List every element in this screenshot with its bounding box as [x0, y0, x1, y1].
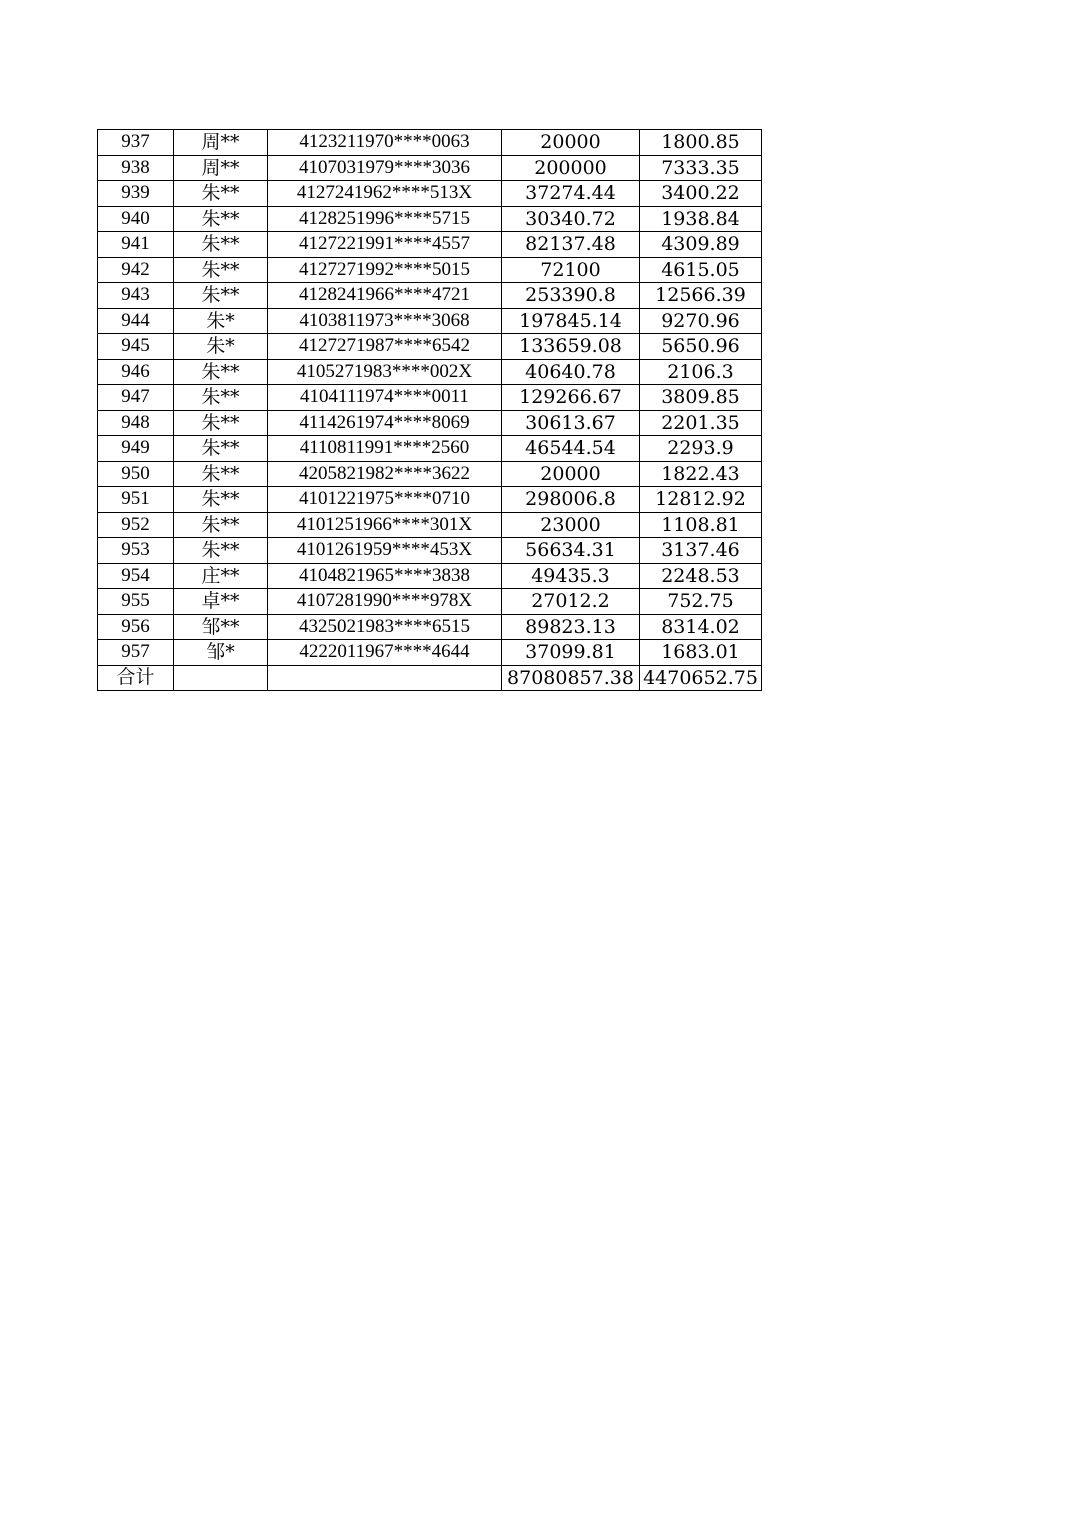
row-id-number: 4105271983****002X [268, 359, 502, 385]
row-id-number: 4107281990****978X [268, 589, 502, 615]
row-id-number: 4127271987****6542 [268, 334, 502, 360]
row-name: 朱** [174, 487, 268, 513]
row-number: 949 [98, 436, 174, 462]
row-name: 朱* [174, 308, 268, 334]
table-row [98, 385, 762, 411]
row-name: 周** [174, 130, 268, 156]
row-number: 940 [98, 206, 174, 232]
total-empty-name [174, 665, 268, 691]
row-amount: 46544.54 [502, 436, 640, 462]
table-row [98, 155, 762, 181]
row-id-number: 4325021983****6515 [268, 614, 502, 640]
row-number: 942 [98, 257, 174, 283]
table-row [98, 512, 762, 538]
row-number: 948 [98, 410, 174, 436]
row-amount: 129266.67 [502, 385, 640, 411]
row-name: 朱** [174, 359, 268, 385]
row-interest: 2293.9 [640, 436, 762, 462]
row-interest: 4309.89 [640, 232, 762, 258]
row-interest: 8314.02 [640, 614, 762, 640]
row-id-number: 4101261959****453X [268, 538, 502, 564]
table-row [98, 410, 762, 436]
row-id-number: 4114261974****8069 [268, 410, 502, 436]
table-row [98, 130, 762, 156]
row-interest: 752.75 [640, 589, 762, 615]
row-name: 朱** [174, 232, 268, 258]
row-interest: 7333.35 [640, 155, 762, 181]
row-amount: 298006.8 [502, 487, 640, 513]
row-interest: 2201.35 [640, 410, 762, 436]
row-interest: 12812.92 [640, 487, 762, 513]
ledger-table [97, 129, 762, 691]
row-number: 951 [98, 487, 174, 513]
table-row [98, 359, 762, 385]
row-interest: 1938.84 [640, 206, 762, 232]
table-row [98, 461, 762, 487]
row-name: 朱** [174, 461, 268, 487]
row-amount: 200000 [502, 155, 640, 181]
row-number: 950 [98, 461, 174, 487]
row-amount: 253390.8 [502, 283, 640, 309]
row-id-number: 4127221991****4557 [268, 232, 502, 258]
row-id-number: 4104111974****0011 [268, 385, 502, 411]
row-interest: 1822.43 [640, 461, 762, 487]
table-row [98, 436, 762, 462]
total-label: 合计 [98, 665, 174, 691]
row-number: 953 [98, 538, 174, 564]
table-row [98, 487, 762, 513]
table-row [98, 563, 762, 589]
row-name: 朱** [174, 181, 268, 207]
row-amount: 89823.13 [502, 614, 640, 640]
row-amount: 20000 [502, 130, 640, 156]
row-amount: 197845.14 [502, 308, 640, 334]
row-amount: 37099.81 [502, 640, 640, 666]
row-number: 941 [98, 232, 174, 258]
row-name: 朱** [174, 538, 268, 564]
row-interest: 2106.3 [640, 359, 762, 385]
row-amount: 20000 [502, 461, 640, 487]
row-name: 朱** [174, 257, 268, 283]
row-number: 938 [98, 155, 174, 181]
row-name: 朱** [174, 206, 268, 232]
table-row [98, 589, 762, 615]
row-name: 朱* [174, 334, 268, 360]
table-row [98, 334, 762, 360]
row-number: 939 [98, 181, 174, 207]
row-amount: 30613.67 [502, 410, 640, 436]
row-name: 庄** [174, 563, 268, 589]
row-number: 952 [98, 512, 174, 538]
row-number: 937 [98, 130, 174, 156]
table-row [98, 232, 762, 258]
row-id-number: 4127271992****5015 [268, 257, 502, 283]
row-name: 卓** [174, 589, 268, 615]
row-interest: 3137.46 [640, 538, 762, 564]
table-row [98, 614, 762, 640]
row-interest: 5650.96 [640, 334, 762, 360]
row-number: 954 [98, 563, 174, 589]
row-name: 邹** [174, 614, 268, 640]
row-interest: 3400.22 [640, 181, 762, 207]
table-row [98, 308, 762, 334]
total-row [98, 665, 762, 691]
row-name: 邹* [174, 640, 268, 666]
row-number: 945 [98, 334, 174, 360]
row-number: 943 [98, 283, 174, 309]
row-name: 朱** [174, 283, 268, 309]
row-id-number: 4128241966****4721 [268, 283, 502, 309]
row-id-number: 4205821982****3622 [268, 461, 502, 487]
row-number: 955 [98, 589, 174, 615]
row-name: 朱** [174, 410, 268, 436]
row-number: 956 [98, 614, 174, 640]
row-number: 957 [98, 640, 174, 666]
total-interest: 4470652.75 [640, 665, 762, 691]
table-row [98, 640, 762, 666]
row-number: 946 [98, 359, 174, 385]
row-interest: 1108.81 [640, 512, 762, 538]
row-amount: 49435.3 [502, 563, 640, 589]
row-id-number: 4110811991****2560 [268, 436, 502, 462]
row-id-number: 4128251996****5715 [268, 206, 502, 232]
table-row [98, 206, 762, 232]
row-name: 朱** [174, 436, 268, 462]
row-id-number: 4104821965****3838 [268, 563, 502, 589]
row-id-number: 4127241962****513X [268, 181, 502, 207]
row-amount: 72100 [502, 257, 640, 283]
row-amount: 30340.72 [502, 206, 640, 232]
row-amount: 82137.48 [502, 232, 640, 258]
row-amount: 23000 [502, 512, 640, 538]
row-interest: 2248.53 [640, 563, 762, 589]
row-name: 朱** [174, 385, 268, 411]
row-amount: 56634.31 [502, 538, 640, 564]
row-id-number: 4101251966****301X [268, 512, 502, 538]
row-number: 944 [98, 308, 174, 334]
row-name: 朱** [174, 512, 268, 538]
row-interest: 3809.85 [640, 385, 762, 411]
row-interest: 1800.85 [640, 130, 762, 156]
row-name: 周** [174, 155, 268, 181]
row-number: 947 [98, 385, 174, 411]
table-row [98, 257, 762, 283]
total-amount: 87080857.38 [502, 665, 640, 691]
table-row [98, 283, 762, 309]
row-amount: 40640.78 [502, 359, 640, 385]
total-empty-id [268, 665, 502, 691]
table-row [98, 181, 762, 207]
row-interest: 1683.01 [640, 640, 762, 666]
row-id-number: 4123211970****0063 [268, 130, 502, 156]
row-interest: 12566.39 [640, 283, 762, 309]
row-id-number: 4103811973****3068 [268, 308, 502, 334]
row-id-number: 4107031979****3036 [268, 155, 502, 181]
row-amount: 133659.08 [502, 334, 640, 360]
table-row [98, 538, 762, 564]
row-amount: 37274.44 [502, 181, 640, 207]
row-id-number: 4101221975****0710 [268, 487, 502, 513]
ledger-body [98, 130, 762, 691]
row-interest: 9270.96 [640, 308, 762, 334]
row-interest: 4615.05 [640, 257, 762, 283]
row-id-number: 4222011967****4644 [268, 640, 502, 666]
row-amount: 27012.2 [502, 589, 640, 615]
